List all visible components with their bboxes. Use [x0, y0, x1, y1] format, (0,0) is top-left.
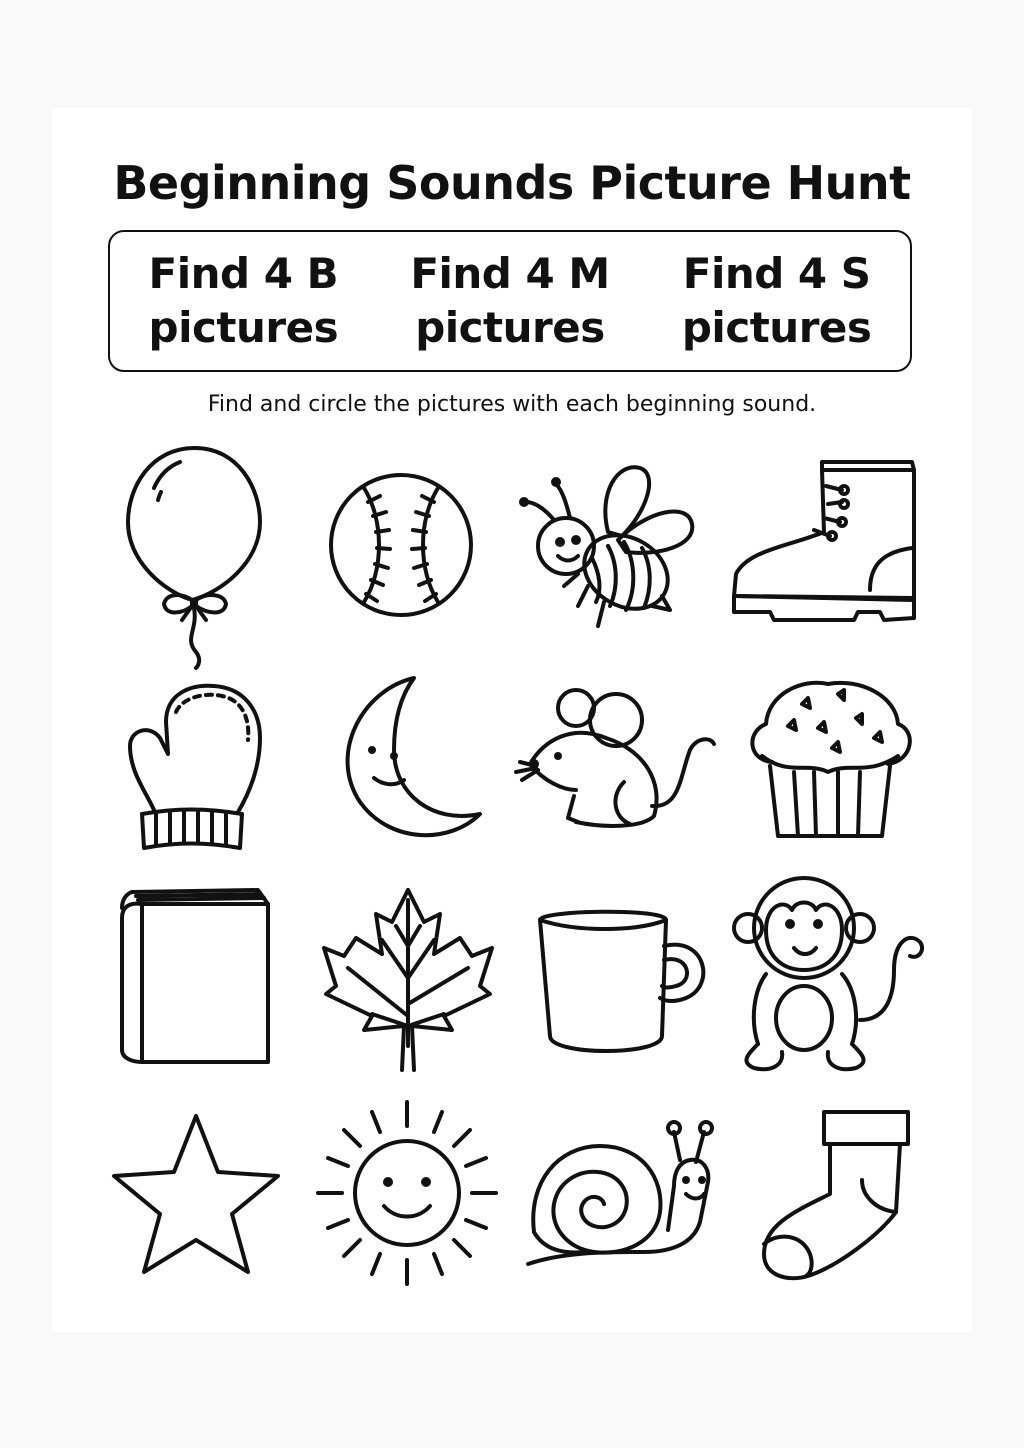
sun-picture[interactable]: [314, 1098, 500, 1288]
baseball-picture[interactable]: [326, 470, 476, 620]
bee-picture[interactable]: [518, 462, 698, 637]
mug-icon: [536, 906, 712, 1058]
moon-icon: [332, 674, 482, 842]
snail-icon: [524, 1112, 726, 1272]
target-s-line1: Find 4 S: [682, 249, 871, 298]
target-m-line2: pictures: [415, 303, 605, 352]
leaf-icon: [322, 886, 494, 1072]
book-icon: [118, 886, 276, 1066]
targets-box: [108, 230, 912, 372]
snail-picture[interactable]: [524, 1112, 726, 1272]
target-b-line2: pictures: [148, 303, 339, 352]
monkey-picture[interactable]: [734, 870, 924, 1078]
instructions: Find and circle the pictures with each beginning sound.: [207, 392, 817, 417]
sock-icon: [758, 1106, 912, 1282]
monkey-icon: [734, 870, 924, 1078]
target-m-line1: Find 4 M: [410, 249, 610, 298]
moon-picture[interactable]: [332, 674, 482, 842]
target-m: [390, 247, 630, 355]
mouse-picture[interactable]: [514, 686, 716, 834]
muffin-icon: [748, 680, 910, 842]
target-b: [123, 247, 363, 355]
target-b-line1: Find 4 B: [148, 249, 339, 298]
sock-picture[interactable]: [758, 1106, 912, 1282]
target-s-line2: pictures: [681, 303, 872, 352]
mouse-icon: [514, 686, 716, 834]
bee-icon: [518, 462, 698, 637]
target-s: [657, 247, 897, 355]
sun-icon: [314, 1098, 500, 1288]
boot-picture[interactable]: [730, 456, 920, 628]
mitten-picture[interactable]: [126, 682, 266, 854]
worksheet-title: Beginning Sounds Picture Hunt: [113, 156, 911, 210]
boot-icon: [730, 456, 920, 628]
balloon-picture[interactable]: [120, 440, 270, 670]
book-picture[interactable]: [118, 886, 276, 1066]
mug-picture[interactable]: [536, 906, 712, 1058]
star-icon: [108, 1110, 284, 1278]
leaf-picture[interactable]: [322, 886, 494, 1072]
star-picture[interactable]: [108, 1110, 284, 1278]
baseball-icon: [326, 470, 476, 620]
mitten-icon: [126, 682, 266, 854]
muffin-picture[interactable]: [748, 680, 910, 842]
balloon-icon: [120, 440, 270, 670]
